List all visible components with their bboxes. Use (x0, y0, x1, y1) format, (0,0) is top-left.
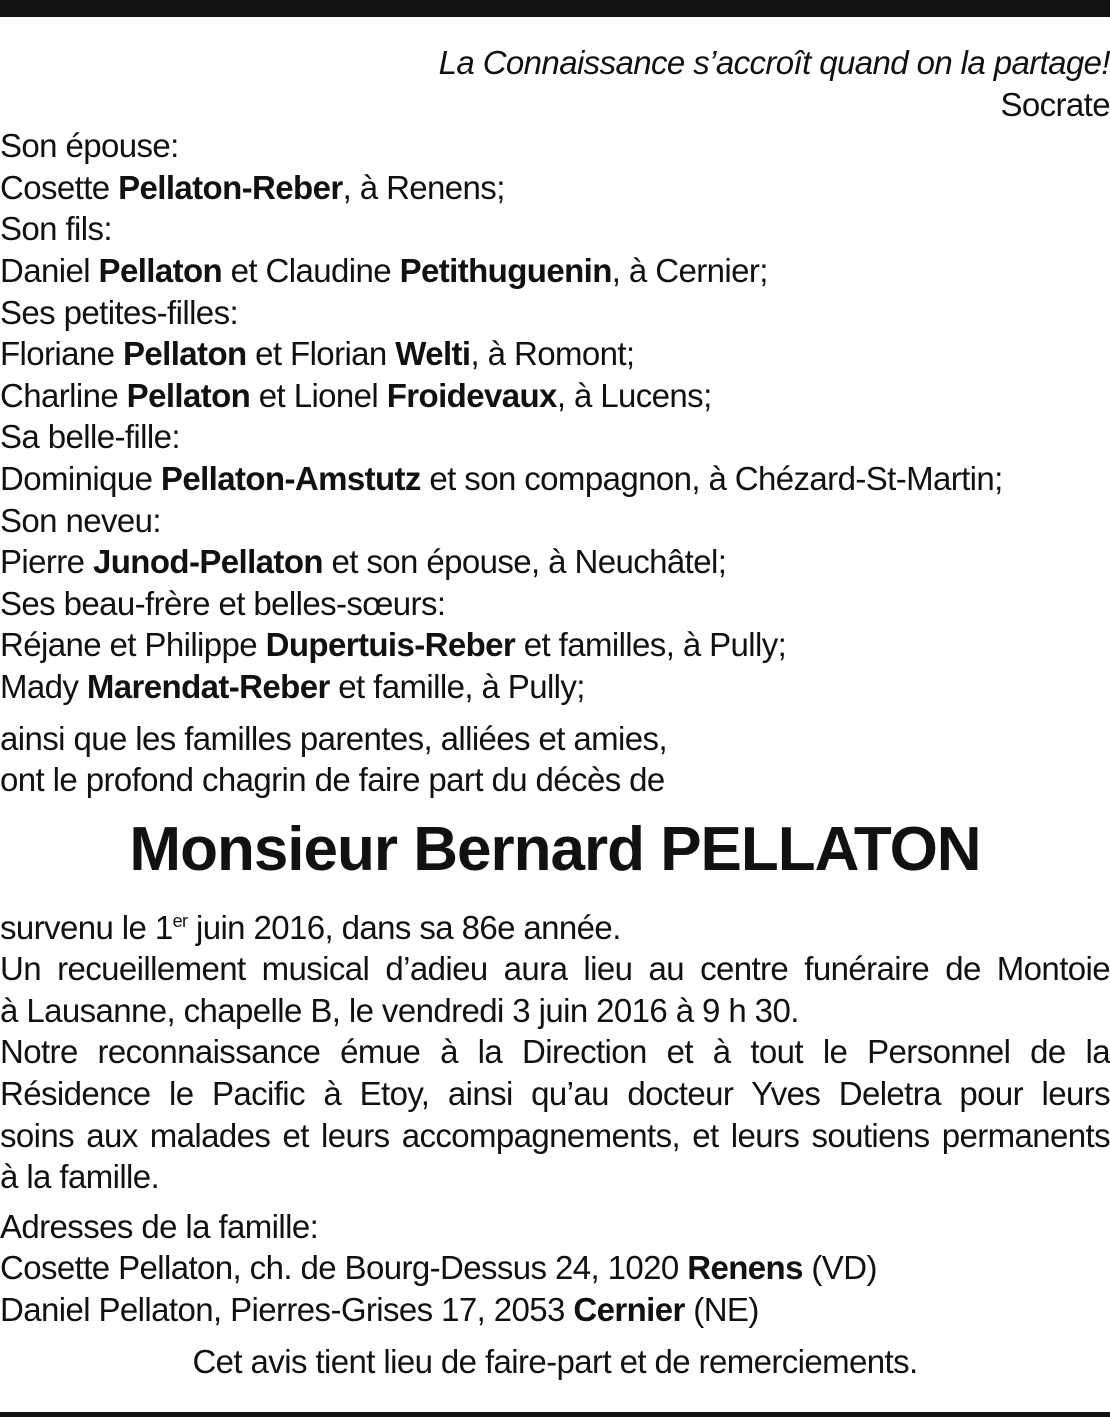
relation-heading: Son neveu: (0, 501, 161, 539)
relative-entry (0, 375, 1110, 417)
relative-entry (0, 624, 1110, 666)
thanks-line: soins aux malades et leurs accompagnements, et leurs soutiens permanents (0, 1116, 1110, 1154)
text-segment: Charline (0, 376, 127, 414)
death-date-line (0, 907, 1110, 949)
relative-entry (0, 250, 1110, 292)
intro-line: ainsi que les familles parentes, alliées et amies, (0, 719, 668, 757)
death-date-prefix: survenu le 1 (0, 908, 173, 946)
ceremony-line: Un recueillement musical d’adieu aura lieu au centre funéraire de Montoie (0, 950, 1110, 988)
address-list (0, 1247, 1110, 1330)
address-line (0, 1289, 1110, 1331)
obituary-notice (0, 42, 1110, 1382)
text-segment: Réjane et Philippe (0, 626, 266, 664)
relation-heading: Son épouse: (0, 127, 179, 165)
relation-heading: Ses petites-filles: (0, 293, 239, 331)
text-segment: (VD) (802, 1249, 877, 1287)
text-segment: et Florian (246, 335, 396, 373)
text-segment: Daniel (0, 251, 99, 289)
relative-entry (0, 666, 1110, 708)
family-name: Froidevaux (386, 376, 557, 414)
relative-entry (0, 541, 1110, 583)
text-segment: Floriane (0, 335, 123, 373)
family-name: Dupertuis-Reber (265, 626, 516, 664)
text-segment: et famille, à Pully; (329, 667, 585, 705)
address-line (0, 1247, 1110, 1289)
relation-heading: Sa belle-fille: (0, 418, 180, 456)
thanks-line: à la famille. (0, 1158, 160, 1196)
relative-entry (0, 333, 1110, 375)
top-rule (0, 0, 1110, 17)
relation-heading: Ses beau-frère et belles-sœurs: (0, 584, 446, 622)
relative-entry (0, 167, 1110, 209)
epigraph-author: Socrate (1000, 85, 1110, 123)
death-date-ordinal: er (172, 910, 188, 931)
text-segment: Mady (0, 667, 87, 705)
family-name: Marendat-Reber (86, 667, 330, 705)
text-segment: , à Lucens; (556, 376, 712, 414)
spacer (0, 1198, 1110, 1206)
family-list (0, 125, 1110, 707)
text-segment: et Claudine (222, 251, 400, 289)
thanks-line: Résidence le Pacific à Etoy, ainsi qu’au docteur Yves Deletra pour leurs (0, 1075, 1110, 1113)
spacer (0, 708, 1110, 718)
epigraph-quote: La Connaissance s’accroît quand on la partage! (438, 44, 1110, 81)
family-name: Pellaton-Amstutz (160, 459, 421, 497)
family-name: Junod-Pellaton (93, 543, 323, 581)
text-segment: Dominique (0, 459, 161, 497)
text-segment: , à Cernier; (611, 251, 768, 289)
ceremony-line: à Lausanne, chapelle B, le vendredi 3 juin 2016 à 9 h 30. (0, 991, 799, 1029)
death-date-suffix: juin 2016, dans sa 86e année. (187, 908, 621, 946)
text-segment: et Lionel (250, 376, 387, 414)
family-name: Pellaton (123, 335, 247, 373)
thanks-line: Notre reconnaissance émue à la Direction et à tout le Personnel de la (0, 1033, 1110, 1071)
family-name: Renens (687, 1249, 803, 1287)
family-name: Welti (395, 335, 471, 373)
addresses-heading: Adresses de la famille: (0, 1207, 319, 1245)
family-name: Pellaton-Reber (118, 168, 343, 206)
text-segment: (NE) (684, 1291, 759, 1329)
family-name: Pellaton (126, 376, 251, 414)
text-segment: Daniel Pellaton, Pierres-Grises 17, 2053 (0, 1291, 574, 1329)
text-segment: , à Renens; (342, 168, 505, 206)
bottom-rule (0, 1412, 1110, 1417)
text-segment: , à Romont; (470, 335, 635, 373)
family-name: Cernier (573, 1291, 685, 1329)
text-segment: Cosette Pellaton, ch. de Bourg-Dessus 24, 1020 (0, 1249, 688, 1287)
deceased-name: Monsieur Bernard PELLATON (129, 814, 981, 884)
closing-note: Cet avis tient lieu de faire-part et de remerciements. (192, 1342, 918, 1380)
relation-heading: Son fils: (0, 210, 112, 248)
text-segment: Cosette (0, 168, 119, 206)
text-segment: et son compagnon, à Chézard-St-Martin; (420, 459, 1003, 497)
family-name: Pellaton (98, 251, 223, 289)
text-segment: Pierre (0, 543, 93, 581)
relative-entry (0, 458, 1110, 500)
text-segment: et son épouse, à Neuchâtel; (322, 543, 727, 581)
intro-line: ont le profond chagrin de faire part du décès de (0, 761, 665, 799)
family-name: Petithuguenin (399, 251, 612, 289)
text-segment: et familles, à Pully; (515, 626, 787, 664)
